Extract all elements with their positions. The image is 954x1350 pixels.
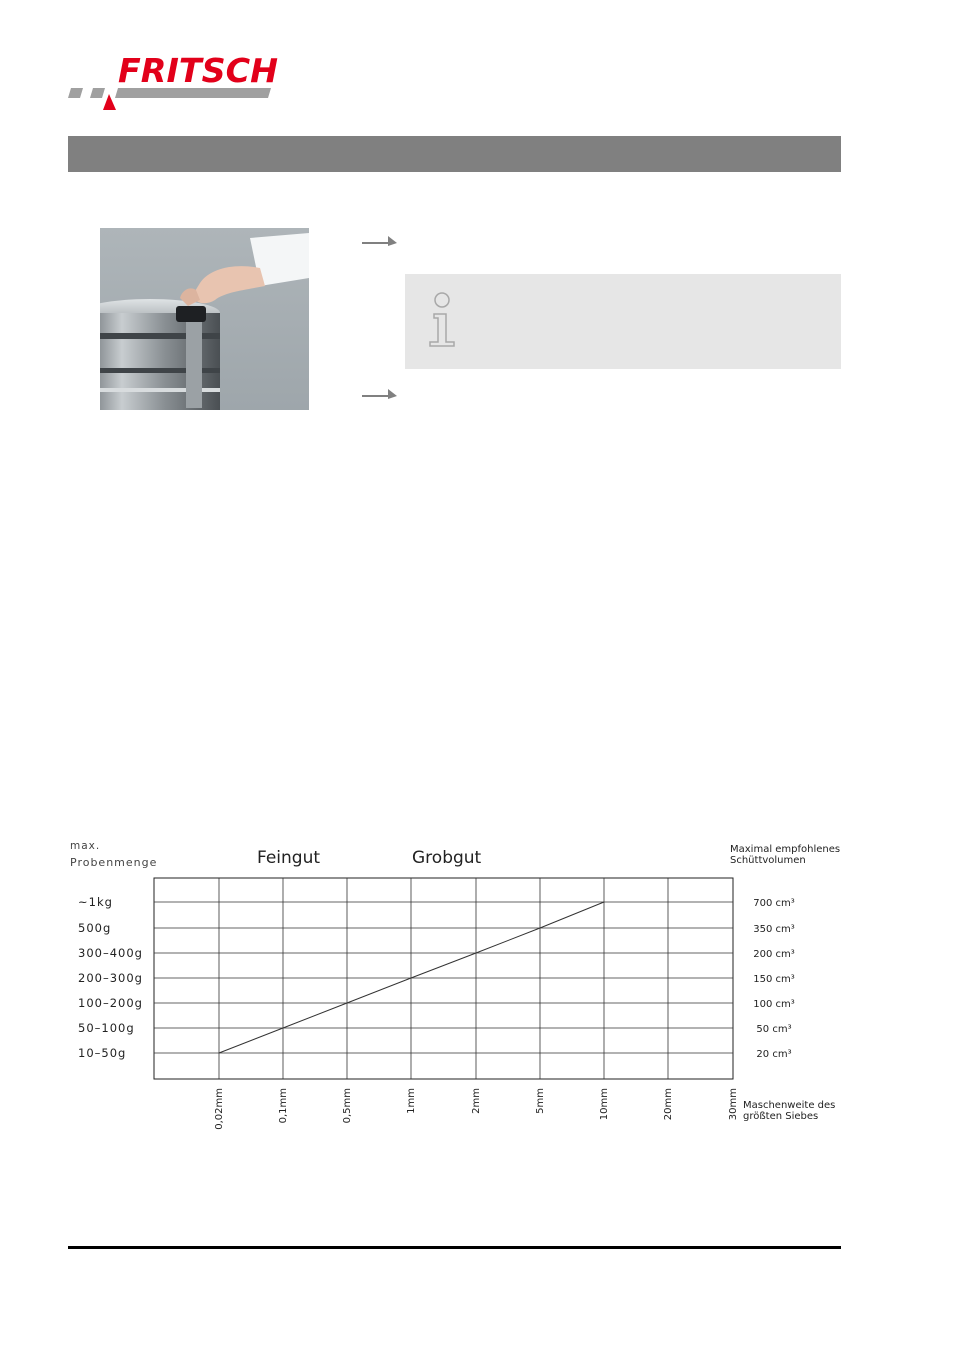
left-tick-label: 100–200g	[78, 996, 143, 1010]
chart-headers	[70, 840, 840, 1122]
footer-rule	[68, 1246, 841, 1249]
photo-illustration	[100, 228, 309, 410]
left-tick-labels	[78, 895, 143, 1060]
logo-stripe-2	[90, 88, 105, 98]
region-label-grobgut: Grobgut	[412, 848, 482, 868]
left-header-line1: max.	[70, 840, 101, 852]
x-tick-label: 5mm	[535, 1088, 546, 1114]
x-tick-label: 10mm	[599, 1088, 610, 1121]
left-tick-label: 10–50g	[78, 1046, 127, 1060]
logo-stripe-1	[68, 88, 83, 98]
right-tick-label: 350 cm³	[753, 924, 795, 935]
region-label-feingut: Feingut	[257, 848, 321, 868]
left-tick-label: ~1kg	[78, 895, 113, 909]
right-tick-labels	[753, 898, 795, 1060]
section-header-bar	[68, 136, 841, 172]
right-tick-label: 50 cm³	[756, 1024, 792, 1035]
arrow-right-icon	[362, 233, 398, 247]
right-tick-label: 700 cm³	[753, 898, 795, 909]
x-tick-label: 30mm	[728, 1088, 739, 1121]
chart-grid	[154, 878, 733, 1079]
logo-triangle	[103, 94, 116, 110]
x-tick-labels	[214, 1088, 739, 1130]
plot-frame	[154, 878, 733, 1079]
x-tick-label: 20mm	[663, 1088, 674, 1121]
x-caption-line1: Maschenweite des	[743, 1100, 836, 1111]
sieve-capacity-chart	[66, 834, 846, 1134]
right-header-line2: Schüttvolumen	[730, 855, 806, 866]
left-tick-label: 300–400g	[78, 946, 143, 960]
x-tick-label: 0,02mm	[214, 1088, 225, 1130]
arrow-right-icon	[362, 386, 398, 400]
left-tick-label: 50–100g	[78, 1021, 135, 1035]
x-tick-label: 2mm	[471, 1088, 482, 1114]
series-line-0	[219, 902, 604, 1053]
right-tick-label: 150 cm³	[753, 974, 795, 985]
x-tick-label: 0,5mm	[342, 1088, 353, 1124]
info-icon	[424, 290, 460, 350]
info-note-box	[405, 274, 841, 369]
left-tick-label: 200–300g	[78, 971, 143, 985]
x-tick-label: 0,1mm	[278, 1088, 289, 1124]
right-tick-label: 20 cm³	[756, 1049, 792, 1060]
right-tick-label: 200 cm³	[753, 949, 795, 960]
right-header-line1: Maximal empfohlenes	[730, 844, 841, 855]
chart-series	[219, 902, 604, 1053]
x-tick-label: 1mm	[406, 1088, 417, 1114]
sieve-tower-photo	[100, 228, 309, 410]
left-tick-label: 500g	[78, 921, 112, 935]
logo-text: FRITSCH	[118, 51, 278, 90]
right-tick-label: 100 cm³	[753, 999, 795, 1010]
x-caption-line2: größten Siebes	[743, 1111, 819, 1122]
left-header-line2: Probenmenge	[70, 856, 158, 869]
fritsch-logo	[66, 50, 286, 114]
